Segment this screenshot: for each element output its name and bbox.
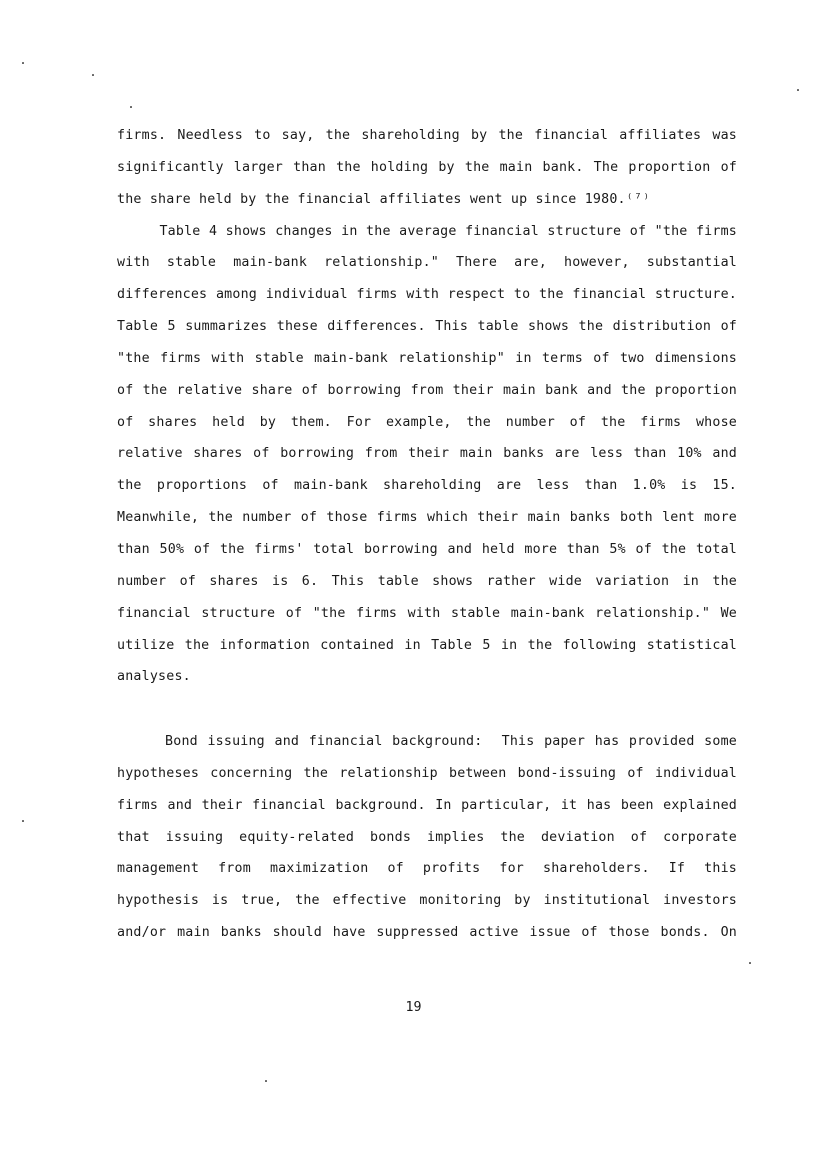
text-line: number of shares is 6. This table shows rather wide variation in the [117, 573, 737, 589]
text-line: management from maximization of profits for shareholders. If this [117, 861, 737, 877]
text-line: hypothesis is true, the effective monitoring by institutional investors [117, 893, 737, 909]
text-line: of shares held by them. For example, the number of the firms whose [117, 414, 737, 430]
scan-speck [130, 106, 132, 108]
text-line: differences among individual firms with respect to the financial structure. [117, 287, 737, 303]
text-line: hypotheses concerning the relationship between bond-issuing of individual [117, 765, 737, 781]
text-line: with stable main-bank relationship." There are, however, substantial [117, 255, 737, 271]
scan-speck [22, 62, 24, 64]
text-line: relative shares of borrowing from their main banks are less than 10% and [117, 446, 737, 462]
text-line: the proportions of main-bank shareholding are less than 1.0% is 15. [117, 478, 737, 494]
text-line: of the relative share of borrowing from their main bank and the proportion [117, 382, 737, 398]
text-line: Meanwhile, the number of those firms which their main banks both lent more [117, 510, 737, 526]
text-line: "the firms with stable main-bank relationship" in terms of two dimensions [117, 350, 737, 366]
scan-speck [749, 962, 751, 964]
scan-speck [22, 820, 24, 822]
text-line: and/or main banks should have suppressed active issue of those bonds. On [117, 925, 737, 941]
scan-speck [797, 89, 799, 91]
scan-speck [92, 74, 94, 76]
body-text-block [117, 120, 737, 693]
page-number: 19 [405, 1000, 422, 1015]
text-line: the share held by the financial affiliates went up since 1980.⁽⁷⁾ [117, 191, 651, 207]
text-line: financial structure of "the firms with stable main-bank relationship." We [117, 605, 737, 621]
body-text-block [117, 726, 737, 949]
text-line: firms. Needless to say, the shareholding by the financial affiliates was [117, 128, 737, 143]
text-line: that issuing equity-related bonds implies the deviation of corporate [117, 829, 737, 845]
text-line: significantly larger than the holding by the main bank. The proportion of [117, 159, 737, 175]
text-line: than 50% of the firms' total borrowing and held more than 5% of the total [117, 541, 737, 557]
text-line: utilize the information contained in Table 5 in the following statistical [117, 637, 737, 653]
text-line: analyses. [117, 669, 191, 685]
text-line: Table 4 shows changes in the average financial structure of "the firms [117, 223, 737, 239]
text-line: firms and their financial background. In particular, it has been explained [117, 797, 737, 813]
text-line: Table 5 summarizes these differences. This table shows the distribution of [117, 319, 737, 335]
text-line: Bond issuing and financial background: This paper has provided some [117, 734, 737, 749]
scan-speck [265, 1080, 267, 1082]
